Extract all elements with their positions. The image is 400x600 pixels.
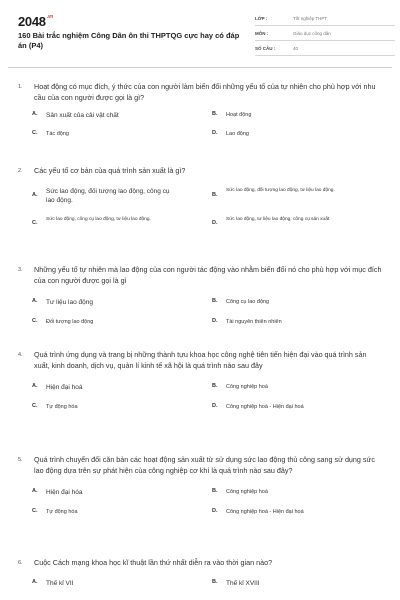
question-stem: Quá trình chuyển đổi căn bản các hoạt động sản xuất từ sử dụng sức lao động thủ công sang sử dụng sức lao động dựa trên sự phát hiện của công nghiệp cơ khí là quá trình nào sau đây? (34, 455, 375, 475)
answer-letter: B. (212, 578, 218, 585)
answer-text: Đối tượng lao động (46, 319, 94, 325)
answer-text: Công nghiệp hoá - Hiện đại hoá (226, 509, 304, 515)
meta-count-row (255, 42, 395, 56)
meta-key: SỐ CÂU : (255, 46, 276, 51)
answer-letter: A. (32, 111, 38, 117)
answer-option[interactable] (18, 318, 93, 326)
answer-options (18, 109, 384, 139)
answer-option[interactable] (18, 216, 194, 226)
answer-option[interactable] (18, 383, 83, 392)
answer-letter: A. (32, 488, 38, 494)
answer-letter: D. (212, 219, 218, 226)
question-3 (18, 265, 384, 326)
answer-text: Thế kỉ VII (46, 579, 74, 587)
answer-letter: C. (32, 130, 38, 136)
meta-value: 40 (293, 46, 299, 51)
answer-text: Tư liệu lao động (46, 299, 93, 306)
question-number: 6. (18, 560, 23, 566)
answer-option[interactable] (18, 579, 73, 588)
answer-letter: B. (212, 488, 218, 494)
meta-subject-row (255, 27, 395, 41)
answer-option[interactable] (198, 403, 304, 411)
question-number: 3. (18, 267, 23, 273)
answer-option[interactable] (18, 488, 83, 497)
answer-options (18, 183, 384, 241)
answer-letter: A. (32, 383, 38, 389)
answer-text: Tự động hóa (46, 509, 78, 515)
answer-letter: C. (32, 508, 38, 514)
answer-option[interactable] (198, 318, 282, 326)
answer-text: Công nghiệp hoá - Hiện đại hoá (226, 404, 304, 410)
answer-letter: B. (212, 111, 218, 117)
site-logo[interactable]: $2048^{.vn}$ (18, 14, 54, 29)
answer-text: Sức lao động, tư liệu lao động, công cụ sản xuất (226, 216, 330, 222)
answer-option[interactable] (18, 111, 119, 120)
answer-letter: B. (212, 298, 218, 304)
answer-option[interactable] (198, 111, 251, 119)
answer-text: Thế kỉ XVIII (226, 579, 260, 587)
answer-option[interactable] (198, 130, 249, 138)
document-title: 160 Bài trắc nghiệm Công Dân ôn thi THPTQG cực hay có đáp án (P4) (18, 31, 240, 50)
answer-text: Công cụ lao động (226, 299, 270, 305)
answer-option[interactable] (198, 579, 260, 588)
logo-domain: .vn (46, 14, 54, 20)
answer-option[interactable] (18, 298, 93, 307)
answer-letter: B. (212, 383, 218, 389)
answer-text: Sản xuất của cải vật chất (46, 112, 119, 119)
answer-option[interactable] (18, 130, 69, 138)
answer-letter: D. (212, 130, 218, 136)
answer-letter: D. (212, 318, 218, 324)
meta-value: Giáo dục công dân (293, 31, 331, 36)
answer-letter: A. (32, 191, 38, 198)
answer-option[interactable] (198, 216, 376, 226)
answer-option[interactable] (198, 298, 269, 306)
answer-text: Tác động (46, 131, 69, 137)
answer-text: Hiện đại hóa (46, 489, 83, 496)
answer-options (18, 482, 384, 516)
answer-text: Hiện đại hoá (46, 384, 83, 391)
answer-letter: C. (32, 403, 38, 409)
answer-option[interactable] (198, 383, 268, 391)
answer-option[interactable] (18, 187, 176, 205)
answer-text: Hoạt động (226, 112, 252, 118)
answer-option[interactable] (198, 508, 304, 516)
question-stem: Cuộc Cách mạng khoa học kĩ thuật lần thứ nhất diễn ra vào thời gian nào? (34, 558, 273, 567)
question-stem: Những yếu tố tự nhiên mà lao động của con người tác động vào nhằm biến đổi nó cho phù hợp với mục đích của con người được gọi là gì (34, 265, 382, 285)
answer-option[interactable] (18, 403, 78, 411)
question-stem: Quá trình ứng dụng và trang bị những thành tựu khoa học công nghệ tiên tiến hiện đại vào quá trình sản xuất, kinh doanh, dịch vụ, quản lí kinh tế xã hội là quá trình nào sau đây (34, 350, 367, 370)
answer-options (18, 377, 384, 411)
answer-option[interactable] (18, 508, 78, 516)
question-6 (18, 558, 384, 591)
question-number: 5. (18, 457, 23, 463)
question-number: 4. (18, 352, 23, 358)
answer-letter: A. (32, 578, 38, 585)
question-stem: Các yếu tố cơ bản của quá trình sản xuất là gì? (34, 166, 186, 175)
answer-text: Lao động (226, 131, 249, 137)
answer-letter: D. (212, 403, 218, 409)
answer-letter: A. (32, 298, 38, 304)
answer-letter: C. (32, 219, 38, 226)
answer-options (18, 292, 384, 326)
question-number: 1. (18, 84, 23, 90)
answer-options (18, 575, 384, 591)
page-header (8, 0, 392, 68)
answer-letter: B. (212, 191, 218, 198)
meta-key: MÔN : (255, 31, 269, 36)
meta-class-row (255, 12, 395, 26)
answer-option[interactable] (198, 488, 268, 496)
question-2 (18, 166, 384, 241)
meta-value: Tốt nghiệp THPT (293, 16, 328, 21)
answer-text: Công nghiệp hoá (226, 489, 268, 495)
question-number: 2. (18, 168, 23, 174)
answer-text: Sức lao động, đối tượng lao động, tư liệu lao động. (226, 187, 335, 193)
answer-letter: D. (212, 508, 218, 514)
meta-key: LỚP : (255, 16, 268, 21)
answer-option[interactable] (198, 187, 376, 198)
question-stem: Hoạt động có mục đích, ý thức của con người làm biến đổi những yếu tố của tự nhiên cho phù hợp với nhu cầu của con người được gọi là gì? (34, 82, 376, 102)
answer-letter: C. (32, 318, 38, 324)
question-4 (18, 350, 384, 411)
answer-text: Tự động hóa (46, 404, 78, 410)
question-1 (18, 82, 384, 139)
answer-text: Sức lao động, đối tượng lao động, công cụ lao động. (46, 187, 170, 204)
document-meta (255, 12, 395, 57)
answer-text: Công nghiệp hoá (226, 384, 268, 390)
answer-text: Sức lao động, công cụ lao động, tư liệu lao động. (46, 216, 151, 222)
question-5 (18, 455, 384, 516)
answer-text: Tài nguyên thiên nhiên (226, 319, 282, 325)
